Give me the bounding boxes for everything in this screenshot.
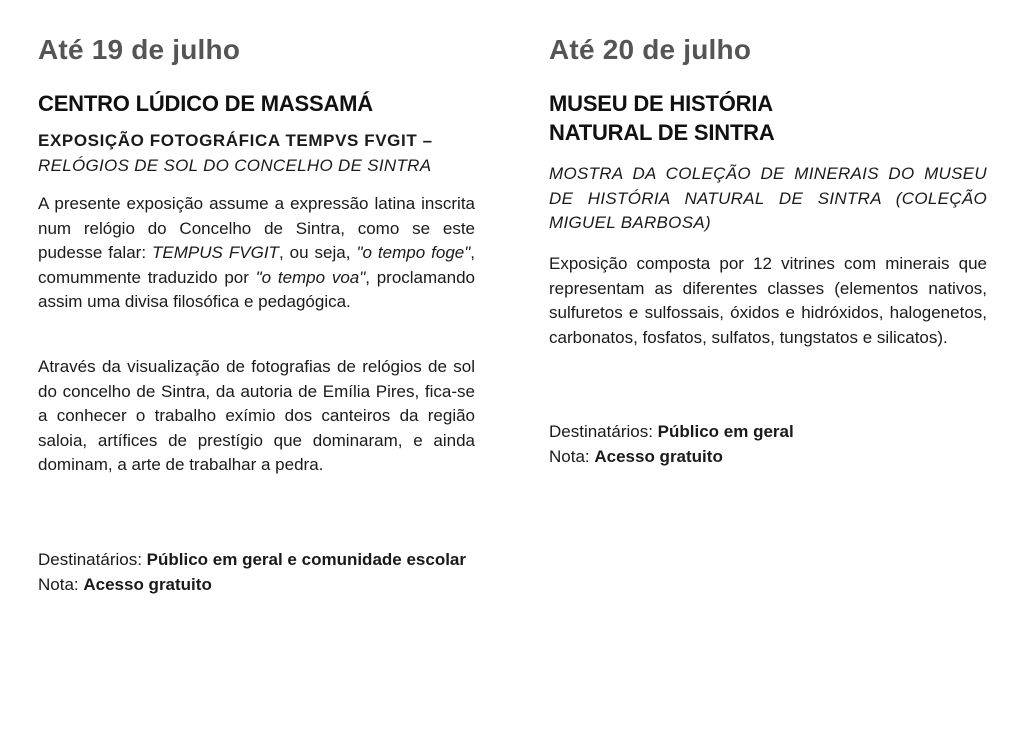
audience-value: Público em geral (657, 422, 794, 441)
audience-label: Destinatários: (549, 422, 658, 441)
audience-label: Destinatários: (38, 550, 147, 569)
description-paragraph-2: Através da visualização de fotografias de relógios de sol do concelho de Sintra, da autoria de Emília Pires, fica-se a conhecer o trabalho exímio dos canteiros da região saloia, artífices de prestígio que dominaram, e ainda dominam, a arte de trabalhar a pedra. (38, 357, 475, 475)
venue-name: CENTRO LÚDICO DE MASSAMÁ (38, 91, 373, 116)
audience-value: Público em geral e comunidade escolar (146, 550, 467, 569)
note-value: Acesso gratuito (594, 446, 723, 466)
event-date: Até 19 de julho (38, 34, 241, 65)
exhibition-title (549, 162, 987, 236)
event-info (549, 420, 987, 469)
text-run: , proclamando assim uma divisa filosófica e pedagógica. (38, 267, 475, 312)
quote-tempo-foge: "o tempo foge" (356, 243, 471, 263)
note-line (38, 573, 475, 598)
note-label: Nota: (549, 446, 595, 466)
venue-name (549, 89, 775, 147)
event-info (38, 548, 475, 597)
audience-line (549, 420, 987, 445)
exhibition-title-text: MOSTRA DA COLEÇÃO DE MINERAIS DO MUSEU DE HISTÓRIA NATURAL DE SINTRA (COLEÇÃO MIGUEL BARBOSA) (549, 164, 987, 233)
venue-line-1: MUSEU DE HISTÓRIA (549, 91, 773, 116)
exhibition-title-main: EXPOSIÇÃO FOTOGRÁFICA TEMPVS FVGIT – (38, 131, 433, 150)
quote-tempo-voa: "o tempo voa" (255, 267, 366, 287)
latin-motto: TEMPUS FVGIT (152, 243, 279, 263)
note-label: Nota: (38, 574, 84, 594)
note-value: Acesso gratuito (83, 574, 212, 594)
event-date: Até 20 de julho (549, 34, 752, 65)
exhibition-title (38, 129, 475, 178)
venue-line-2: NATURAL DE SINTRA (549, 120, 775, 145)
description-paragraph-1 (38, 192, 475, 315)
text-run: , comummente traduzido por (38, 243, 476, 287)
text-run: , ou seja, (278, 243, 357, 263)
exhibition-title-subtitle: RELÓGIOS DE SOL DO CONCELHO DE SINTRA (38, 155, 432, 175)
description-paragraph-1: Exposição composta por 12 vitrines com minerais que representam as diferentes classes (elementos nativos, sulfuretos e sulfossais, óxidos e hidróxidos, halogenetos, carbonatos, fosfatos, sulfatos, tungstatos e silicatos). (549, 254, 987, 347)
text-run: A presente exposição assume a expressão latina inscrita num relógio do Concelho de Sintra, como se este pudesse falar: (38, 194, 475, 263)
note-line (549, 445, 987, 470)
audience-line (38, 548, 475, 573)
